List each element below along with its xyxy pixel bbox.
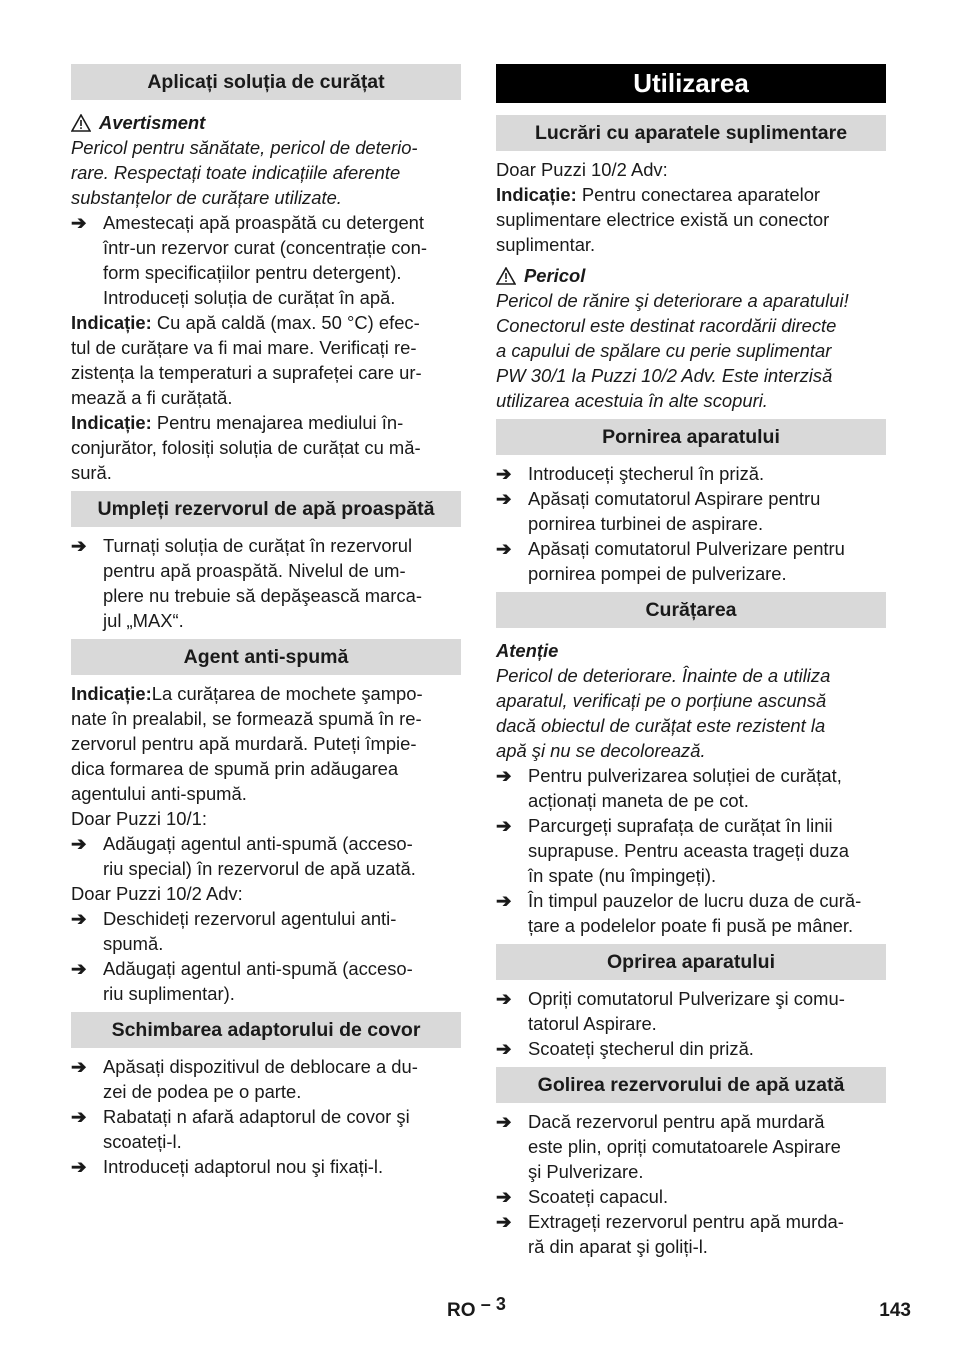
section-heading: Schimbarea adaptorului de covor (71, 1012, 461, 1048)
danger-label-text: Pericol (524, 265, 586, 286)
section-heading: Aplicați soluția de curățat (71, 64, 461, 100)
arrow-icon: ➔ (496, 1211, 512, 1232)
arrow-icon: ➔ (496, 1186, 512, 1207)
caution-text: Pericol de deteriorare. Înainte de a utiliza aparatul, verificați pe o porțiune ascunsă dacă obiectul de curățat este rezistent la apă şi nu se decolorează. (496, 665, 831, 761)
arrow-icon: ➔ (71, 535, 87, 556)
list-item: ➔ Apăsați comutatorul Pulverizare pentru pornirea pompei de pulverizare. (496, 538, 845, 584)
arrow-icon: ➔ (496, 988, 512, 1009)
list-item: ➔ Adăugați agentul anti-spumă (acceso- riu special) în rezervorul de apă uzată. (71, 833, 416, 879)
note: Indicație:La curățarea de mochete şampo- nate în prealabil, se formează spumă în re- zervorul pentru apă murdară. Puteți împie- dica formarea de spumă prin adăugarea agentului anti-spumă. (71, 683, 423, 804)
warning-label (71, 110, 461, 135)
section-heading: Agent anti-spumă (71, 639, 461, 675)
warning-triangle-icon (71, 114, 91, 132)
danger-text: Pericol de rănire şi deteriorare a aparatului! Conectorul este destinat racordării directe a capului de spălare cu perie suplimentar PW 30/1 la Puzzi 10/2 Adv. Este interzisă utilizarea acestuia în alte scopuri. (496, 290, 849, 411)
arrow-icon: ➔ (496, 765, 512, 786)
section-heading: Golirea rezervorului de apă uzată (496, 1067, 886, 1103)
right-column (496, 64, 886, 1259)
list-item: ➔ Extrageți rezervorul pentru apă murda- ră din aparat şi goliți-l. (496, 1211, 844, 1257)
list-item: ➔ Scoateți capacul. (496, 1186, 669, 1207)
footer-section-label: RO – 3 (447, 1294, 506, 1321)
list-item: ➔ Introduceți ştecherul în priză. (496, 463, 765, 484)
list-item: ➔ Scoateți ştecherul din priză. (496, 1038, 754, 1059)
list-item: ➔ Deschideți rezervorul agentului anti- spumă. (71, 908, 397, 954)
page-number: 143 (879, 1300, 911, 1321)
list-item: ➔ Introduceți adaptorul nou şi fixați-l. (71, 1156, 384, 1177)
left-column (71, 64, 461, 1179)
list-item: ➔ Amestecați apă proaspătă cu detergent într-un rezervor curat (concentrație con- form specificațiilor pentru detergent). Introduceți soluția de curățat în apă. (71, 212, 428, 308)
danger-label (496, 263, 886, 288)
arrow-icon: ➔ (496, 1038, 512, 1059)
arrow-icon: ➔ (71, 833, 87, 854)
arrow-icon: ➔ (496, 890, 512, 911)
list-item: ➔ Rabatați n afară adaptorul de covor şi scoateți-l. (71, 1106, 410, 1152)
list-item: ➔ Parcurgeți suprafața de curățat în linii suprapuse. Pentru aceasta trageți duza în spate (nu împingeți). (496, 815, 850, 886)
section-heading: Umpleți rezervorul de apă proaspătă (71, 491, 461, 527)
list-item: ➔ Adăugați agentul anti-spumă (acceso- riu suplimentar). (71, 958, 413, 1004)
list-item: ➔ Dacă rezervorul pentru apă murdară este plin, opriți comutatoarele Aspirare şi Pulverizare. (496, 1111, 841, 1182)
section-heading: Curățarea (496, 592, 886, 628)
list-item: ➔ Pentru pulverizarea soluției de curățat, acționați maneta de pe cot. (496, 765, 842, 811)
note: Indicație: Cu apă caldă (max. 50 °C) efec- tul de curățare va fi mai mare. Verificați re- zistența la temperaturi a suprafeței care ur- mează a fi curățată. (71, 312, 422, 408)
warning-text: Pericol pentru sănătate, pericol de deterio- rare. Respectați toate indicațiile aferente substanțelor de curățare utilizate. (71, 137, 418, 208)
arrow-icon: ➔ (496, 815, 512, 836)
list-item: ➔ Opriți comutatorul Pulverizare şi comu- tatorul Aspirare. (496, 988, 845, 1034)
list-item: ➔ În timpul pauzelor de lucru duza de cură- țare a podelelor poate fi pusă pe mâner. (496, 890, 862, 936)
model-note: Doar Puzzi 10/1: (71, 808, 207, 829)
arrow-icon: ➔ (496, 1111, 512, 1132)
section-heading: Pornirea aparatului (496, 419, 886, 455)
list-item: ➔ Apăsați dispozitivul de deblocare a du- zei de podea pe o parte. (71, 1056, 418, 1102)
note: Indicație: Pentru menajarea mediului în- conjurător, folosiți soluția de curățat cu mă- sură. (71, 412, 421, 483)
arrow-icon: ➔ (71, 1156, 87, 1177)
chapter-title: Utilizarea (496, 64, 886, 103)
arrow-icon: ➔ (496, 488, 512, 509)
note: Indicație: Pentru conectarea aparatelor suplimentare electrice există un conector suplimentar. (496, 184, 830, 255)
arrow-icon: ➔ (496, 538, 512, 559)
warning-triangle-icon (496, 267, 516, 285)
arrow-icon: ➔ (496, 463, 512, 484)
arrow-icon: ➔ (71, 908, 87, 929)
arrow-icon: ➔ (71, 1056, 87, 1077)
list-item: ➔ Turnați soluția de curățat în rezervorul pentru apă proaspătă. Nivelul de um- plere nu trebuie să depăşească marca- jul „MAX“. (71, 535, 422, 631)
arrow-icon: ➔ (71, 958, 87, 979)
arrow-icon: ➔ (71, 212, 87, 233)
section-heading: Lucrări cu aparatele suplimentare (496, 115, 886, 151)
list-item: ➔ Apăsați comutatorul Aspirare pentru pornirea turbinei de aspirare. (496, 488, 821, 534)
caution-label: Atenție (496, 640, 559, 661)
model-note: Doar Puzzi 10/2 Adv: (71, 883, 243, 904)
warning-label-text: Avertisment (99, 112, 206, 133)
model-note: Doar Puzzi 10/2 Adv: (496, 159, 668, 180)
arrow-icon: ➔ (71, 1106, 87, 1127)
section-heading: Oprirea aparatului (496, 944, 886, 980)
